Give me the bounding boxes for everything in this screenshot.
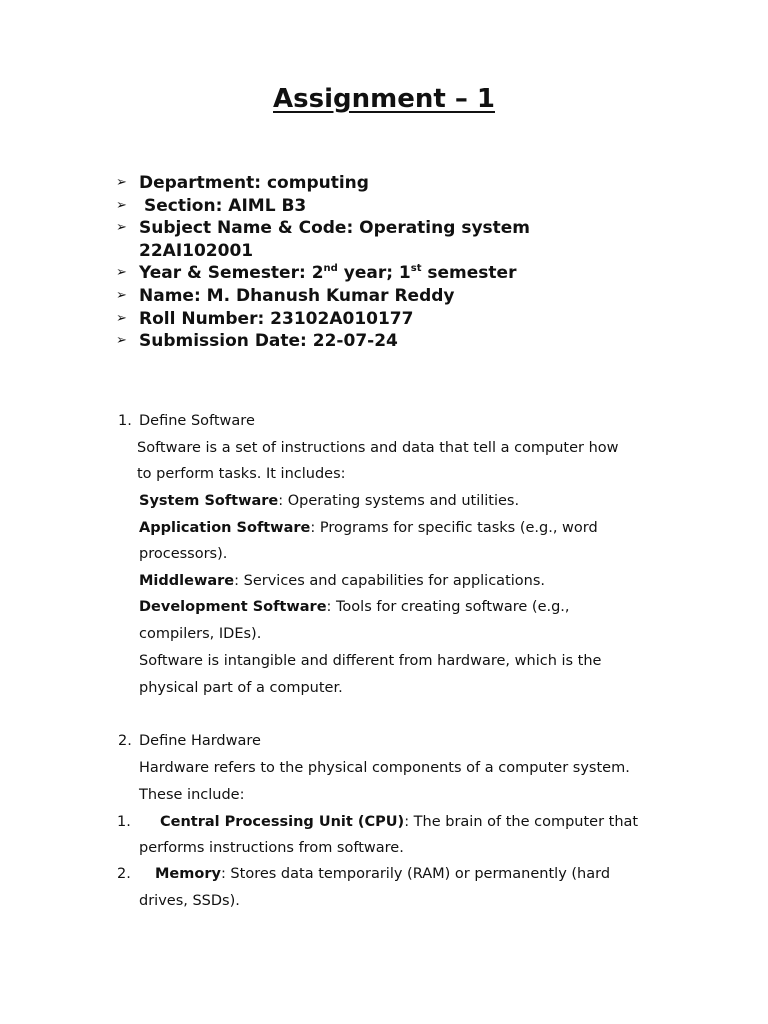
arrow-bullet-icon: ➢	[116, 220, 127, 236]
q1-intro-line: to perform tasks. It includes:	[137, 466, 346, 482]
q2-heading: 2. Define Hardware	[118, 733, 261, 749]
arrow-bullet-icon: ➢	[116, 287, 127, 303]
q1-system-software: System Software: Operating systems and utilities.	[139, 493, 520, 509]
q1-heading: 1. Define Software	[118, 413, 255, 429]
q1-development-software: Development Software: Tools for creating software (e.g.,	[139, 599, 570, 615]
q1-development-software-cont: compilers, IDEs).	[139, 626, 262, 642]
info-name: ➢ Name: M. Dhanush Kumar Reddy	[116, 285, 455, 306]
q2-item-cpu: Central Processing Unit (CPU): The brain of the computer that	[160, 814, 639, 830]
q2-item1-number: 1.	[117, 814, 131, 830]
arrow-bullet-icon: ➢	[116, 310, 127, 326]
info-year-semester: ➢ Year & Semester: 2nd year; 1st semester	[116, 263, 517, 284]
q1-application-software: Application Software: Programs for specific tasks (e.g., word	[139, 520, 598, 536]
info-roll-number: ➢ Roll Number: 23102A010177	[116, 308, 414, 329]
q1-closing-line: physical part of a computer.	[139, 680, 343, 696]
info-submission-date: ➢ Submission Date: 22-07-24	[116, 331, 398, 352]
q1-closing-line: Software is intangible and different from hardware, which is the	[139, 653, 602, 669]
q1-intro-line: Software is a set of instructions and data that tell a computer how	[137, 440, 619, 456]
q2-intro-line: These include:	[139, 787, 245, 803]
info-department: ➢ Department: computing	[116, 173, 369, 193]
q2-item-memory-cont: drives, SSDs).	[139, 893, 240, 909]
info-subject: ➢ Subject Name & Code: Operating system 22AI102001	[116, 218, 531, 261]
info-section: ➢ Section: AIML B3	[116, 195, 307, 216]
q2-item2-number: 2.	[117, 866, 131, 882]
q2-intro-line: Hardware refers to the physical components of a computer system.	[139, 760, 630, 776]
q2-item-memory: Memory: Stores data temporarily (RAM) or permanently (hard	[155, 866, 611, 882]
q1-middleware: Middleware: Services and capabilities for applications.	[139, 573, 546, 589]
page-title: Assignment – 1	[273, 84, 495, 114]
arrow-bullet-icon: ➢	[116, 175, 127, 190]
arrow-bullet-icon: ➢	[116, 333, 127, 349]
q2-item-cpu-cont: performs instructions from software.	[139, 840, 404, 856]
arrow-bullet-icon: ➢	[116, 265, 127, 281]
q1-application-software-cont: processors).	[139, 546, 228, 562]
arrow-bullet-icon: ➢	[116, 197, 127, 213]
student-info-list	[116, 172, 530, 353]
